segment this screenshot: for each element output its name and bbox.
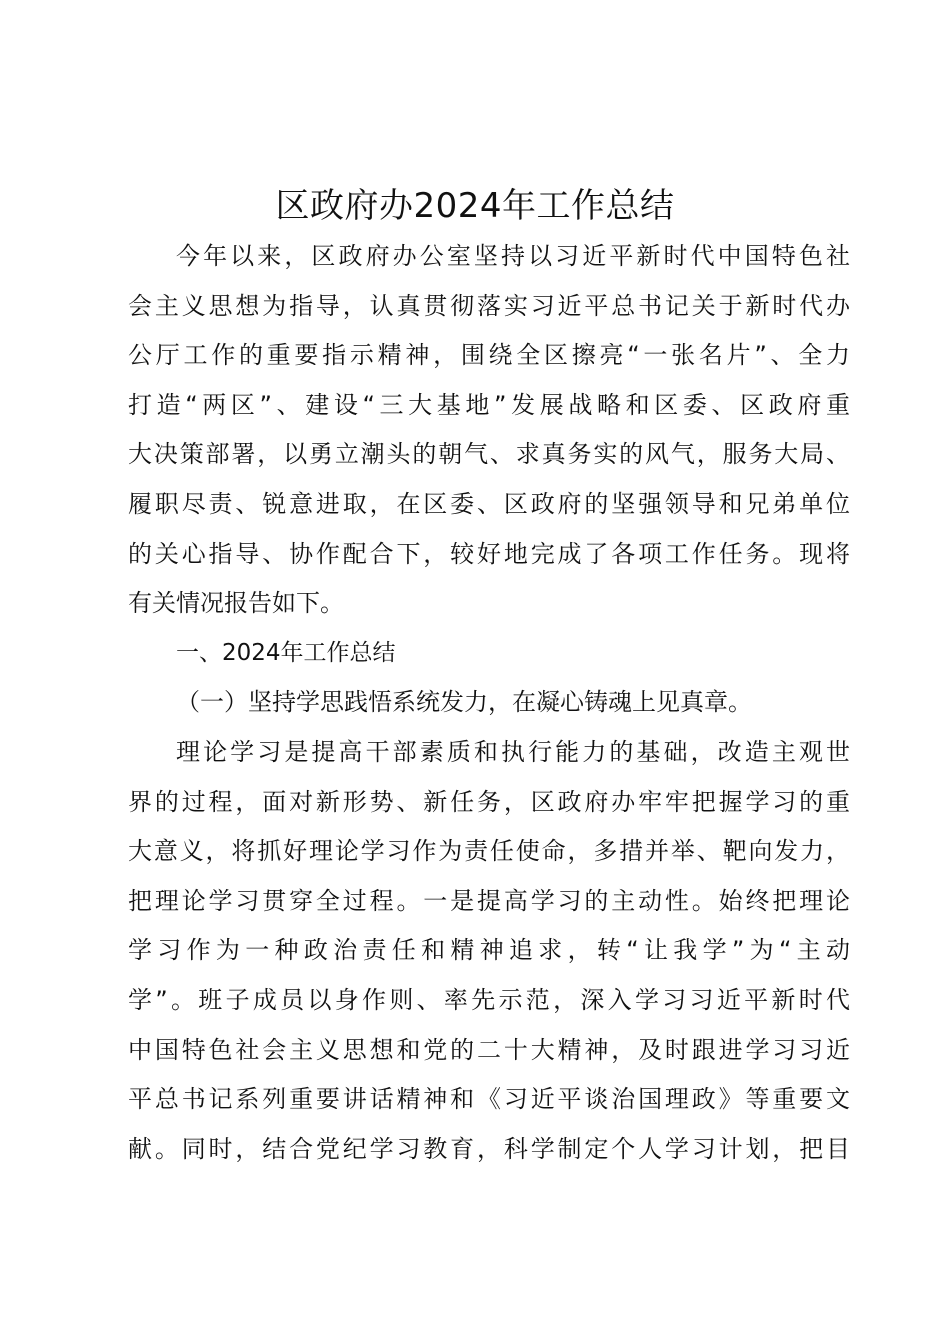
document-body [128, 232, 850, 1174]
section-heading: 一、2024年工作总结 [176, 639, 396, 666]
subsection-heading: （一）坚持学思践悟系统发力，在凝心铸魂上见真章。 [176, 688, 752, 717]
paragraph-line: 界的过程，面对新形势、新任务，区政府办牢牢把握学习的重 [128, 787, 850, 816]
paragraph-line: 中国特色社会主义思想和党的二十大精神，及时跟进学习习近 [128, 1035, 850, 1064]
paragraph-line: 理论学习是提高干部素质和执行能力的基础，改造主观世 [176, 737, 850, 766]
paragraph-line: 会主义思想为指导，认真贯彻落实习近平总书记关于新时代办 [128, 291, 850, 320]
paragraph-line: 大决策部署，以勇立潮头的朝气、求真务实的风气，服务大局、 [128, 440, 850, 469]
paragraph-line: 大意义，将抓好理论学习作为责任使命，多措并举、靶向发力， [128, 837, 850, 866]
paragraph-line: 有关情况报告如下。 [128, 589, 344, 618]
paragraph-line: 学习作为一种政治责任和精神追求，转“让我学”为“主动 [128, 936, 850, 965]
paragraph-line: 献。同时，结合党纪学习教育，科学制定个人学习计划，把目 [128, 1134, 850, 1163]
paragraph-line: 学”。班子成员以身作则、率先示范，深入学习习近平新时代 [128, 985, 850, 1014]
paragraph-line: 把理论学习贯穿全过程。一是提高学习的主动性。始终把理论 [128, 886, 850, 915]
paragraph-line: 今年以来，区政府办公室坚持以习近平新时代中国特色社 [176, 242, 850, 270]
paragraph-line: 打造“两区”、建设“三大基地”发展战略和区委、区政府重 [128, 390, 850, 419]
paragraph-line: 平总书记系列重要讲话精神和《习近平谈治国理政》等重要文 [128, 1085, 850, 1114]
document-title: 区政府办2024年工作总结 [275, 186, 675, 226]
paragraph-line: 履职尽责、锐意进取，在区委、区政府的坚强领导和兄弟单位 [128, 489, 850, 518]
paragraph-line: 公厅工作的重要指示精神，围绕全区擦亮“一张名片”、全力 [128, 341, 850, 370]
paragraph-line: 的关心指导、协作配合下，较好地完成了各项工作任务。现将 [128, 539, 850, 568]
